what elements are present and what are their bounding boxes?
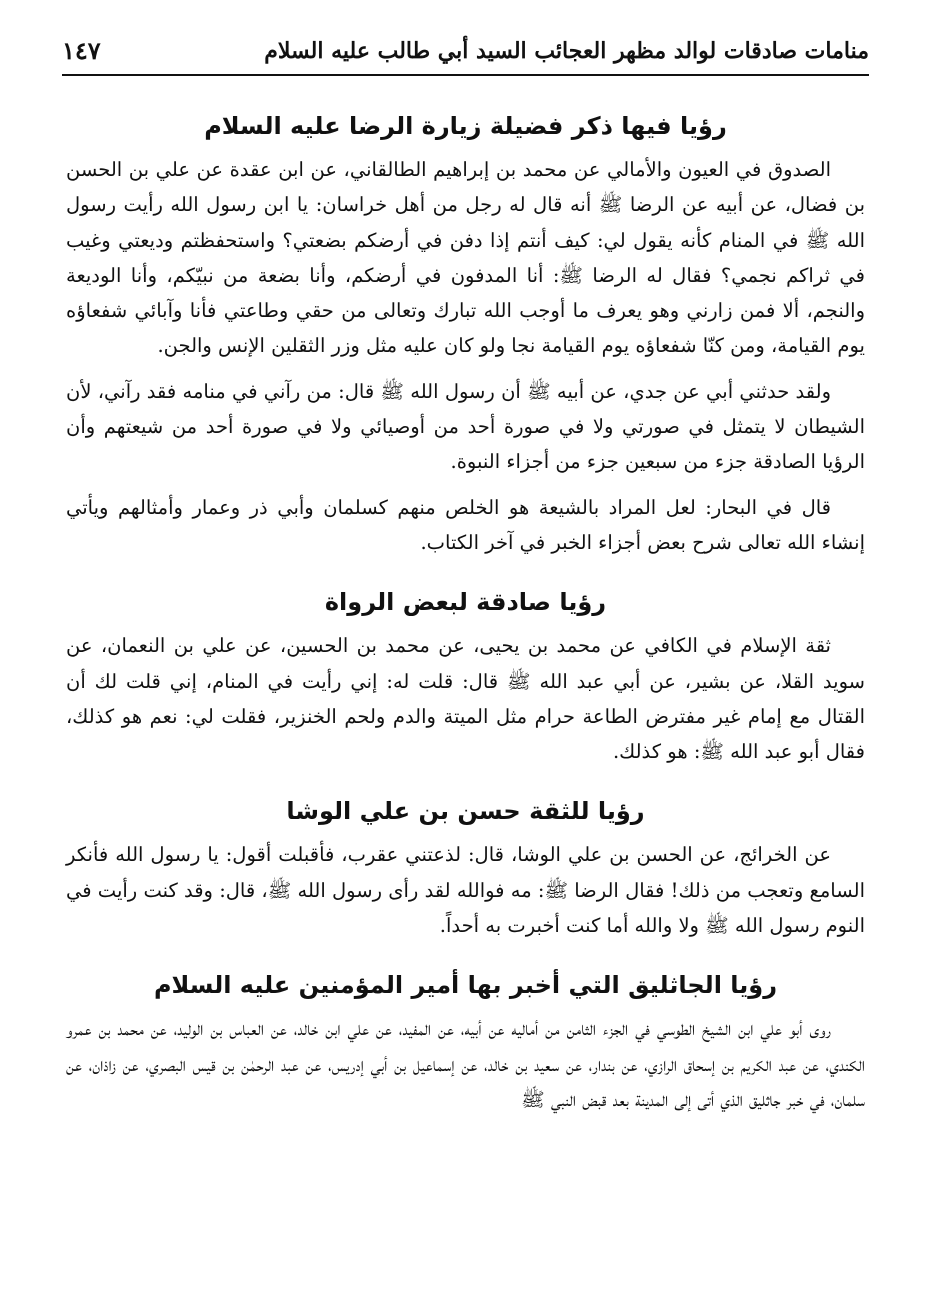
body-paragraph: روى أبو علي ابن الشيخ الطوسي في الجزء الثامن من أماليه عن أبيه، عن المفيد، عن علي ابن خالد، عن العباس بن الوليد، عن محمد بن عمرو الكندي، عن عبد الكريم بن إسحاق الرازي، عن بندار، عن سعيد بن خالد، عن إسماعيل بن أبي إدريس، عن عبد الرحمٰن بن قيس البصري، عن زاذان، عن سلمان، في خبر جاثليق الذي أتى إلى المدينة بعد قبض النبي ﷺ <box>66 1017 866 1111</box>
running-header <box>62 34 869 76</box>
section-heading: رؤيا فيها ذكر فضيلة زيارة الرضا عليه السلام <box>204 112 727 140</box>
body-paragraph: قال في البحار: لعل المراد بالشيعة هو الخلص منهم كسلمان وأبي ذر وعمار وأمثالهم ويأتي إنشاء الله تعالى شرح بعض أجزاء الخبر في آخر الكتاب. <box>66 495 865 554</box>
page-body <box>66 100 865 1117</box>
section-heading: رؤيا للثقة حسن بن علي الوشا <box>286 797 645 826</box>
section-heading: رؤيا الجاثليق التي أخبر بها أمير المؤمنين عليه السلام <box>153 971 778 1000</box>
page-number: ١٤٧ <box>62 36 101 65</box>
section-heading: رؤيا صادقة لبعض الرواة <box>324 588 607 617</box>
body-paragraph: ثقة الإسلام في الكافي عن محمد بن يحيى، عن محمد بن الحسين، عن علي بن النعمان، عن سويد القلا، عن بشير، عن أبي عبد الله ﷺ قال: قلت له: إني رأيت في المنام، إني قلت لك أن القتال مع إمام غير مفترض الطاعة حرام مثل الميتة والدم ولحم الخنزير، فقلت لي: نعم هو كذلك، فقال أبو عبد الله ﷺ: هو كذلك. <box>66 634 865 764</box>
body-paragraph: ولقد حدثني أبي عن جدي، عن أبيه ﷺ أن رسول الله ﷺ قال: من رآني في منامه فقد رآني، لأن الشيطان لا يتمثل في صورتي ولا في صورة أحد من أوصيائي ولا في صورة أحد من شيعتهم وأن الرؤيا الصادقة جزء من سبعين جزء من أجزاء النبوة. <box>66 379 865 474</box>
running-title: منامات صادقات لوالد مظهر العجائب السيد أبي طالب عليه السلام <box>264 38 869 64</box>
body-paragraph: عن الخرائج، عن الحسن بن علي الوشا، قال: لذعتني عقرب، فأقبلت أقول: يا رسول الله فأنكر السامع وتعجب من ذلك! فقال الرضا ﷺ: مه فوالله لقد رأى رسول الله ﷺ، قال: وقد كنت رأيت في النوم رسول الله ﷺ ولا والله أما كنت أخبرت به أحداً. <box>66 843 865 938</box>
body-paragraph: الصدوق في العيون والأمالي عن محمد بن إبراهيم الطالقاني، عن ابن عقدة عن علي بن الحسن بن فضال، عن أبيه عن الرضا ﷺ أنه قال له رجل من أهل خراسان: يا ابن رسول الله رأيت رسول الله ﷺ في المنام كأنه يقول لي: كيف أنتم إذا دفن في أرضكم بضعتي؟ واستحفظتم وديعتي وغيب في ثراكم نجمي؟ فقال له الرضا ﷺ: أنا المدفون في أرضكم، وأنا بضعة من نبيّكم، وأنا الوديعة والنجم، ألا فمن زارني وهو يعرف ما أوجب الله تبارك وتعالى من حقي وطاعتي فأنا وآبائي شفعاؤه يوم القيامة، ومن كنّا شفعاؤه يوم القيامة نجا ولو كان عليه مثل وزر الثقلين الإنس والجن. <box>66 158 865 358</box>
